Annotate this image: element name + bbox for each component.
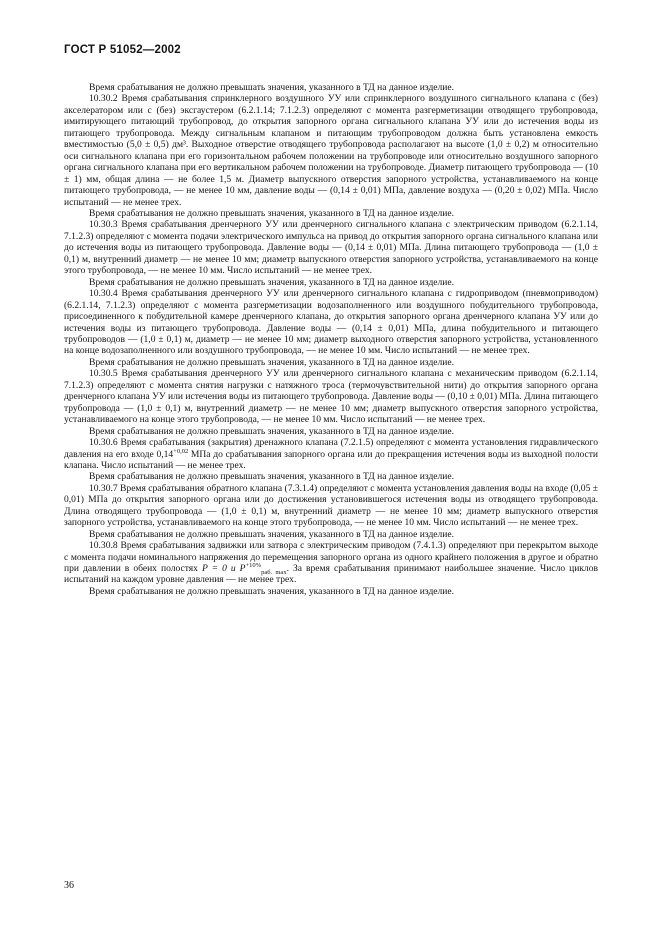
page-number: 36 <box>64 880 74 891</box>
text-segment: МПа до срабатывания запорного органа или до прекращения истечения воды из выходной полости клапана. Число испытаний — не менее трех. <box>64 448 598 471</box>
paragraph-10-30-8 <box>64 540 598 586</box>
paragraph: Время срабатывания не должно превышать значения, указанного в ТД на данное изделие. <box>89 585 455 597</box>
paragraph: Время срабатывания не должно превышать значения, указанного в ТД на данное изделие. <box>89 425 455 437</box>
text-segment: . За время срабатывания принимают наибольшее значение. Число циклов испытаний на каждом уровне давления — не менее трех. <box>64 563 599 586</box>
paragraph: Время срабатывания не должно превышать значения, указанного в ТД на данное изделие. <box>89 276 455 288</box>
tolerance-superscript: +0,02 <box>173 447 189 455</box>
paragraph-10-30-7: 10.30.7 Время срабатывания обратного клапана (7.3.1.4) определяют с момента установления давления воды на входе (0,05 ± 0,01) МПа до открытия запорного органа или до достижения установившегося истечения воды из отводящего трубопровода. Длина отводящего трубопровода — (1,0 ± 0,1) м, внутренний диаметр — не менее 10 мм; диаметр выпускного отверстия запорного устройства, устанавливаемого на конце этого трубопровода, — не менее 10 мм. Число испытаний — не менее трех. <box>64 482 598 529</box>
document-body <box>64 82 598 597</box>
paragraph-10-30-4: 10.30.4 Время срабатывания дренчерного УУ или дренчерного сигнального клапана с гидроприводом (пневмоприводом) (6.2.1.14, 7.1.2.3) определяют с момента разгерметизации водозаполненного или воздушного побудительного трубопровода, присоединенного к побудительной камере дренчерного клапана, до открытия запорного органа дренчерного клапана УУ или до истечения воды из питающего трубопровода. Давление воды — (0,14 ± 0,01) МПа, длина побудительного и питающего трубопроводов — (1,0 ± 0,1) м, диаметр — не менее 10 мм; диаметр выходного отверстия запорного устройства, установленного на конце водозаполненного или воздушного трубопровода, — не менее 10 мм. Число испытаний — не менее трех. <box>64 288 598 357</box>
paragraph: Время срабатывания не должно превышать значения, указанного в ТД на данное изделие. <box>89 82 455 93</box>
paragraph-10-30-2: 10.30.2 Время срабатывания спринклерного воздушного УУ или спринклерного воздушного сигнального клапана с (без) акселератором или с (без) эксгаустером (6.2.1.14; 7.1.2.3) определяют с момента разгерметизации отводящего трубопровода, имитирующего питающий трубопровод, до открытия запорного органа сигнального клапана УУ или до истечения воды из питающего трубопровода. Между сигнальным клапаном и питающим трубопроводом должна быть установлена емкость вместимостью (5,0 ± 0,5) дм³. Выходное отверстие отводящего трубопровода располагают на высоте (1,0 ± 0,2) м относительно оси сигнального клапана при его горизонтальном рабочем положении на трубопроводе или относительно воздушного запорного органа сигнального клапана при его вертикальном рабочем положении на трубопроводе. Диаметр питающего трубопровода — (10 ± 1) мм, общая длина — не более 1,5 м. Диаметр выпускного отверстия запорного устройства, устанавливаемого на конце питающего трубопровода, — не менее 10 мм, давление воды — (0,14 ± 0,01) МПа, давление воздуха — (0,20 ± 0,02) МПа. Число испытаний — не менее трех. <box>64 93 598 208</box>
paragraph-10-30-5: 10.30.5 Время срабатывания дренчерного УУ или дренчерного сигнального клапана с механическим приводом (6.2.1.14, 7.1.2.3) определяют с момента снятия нагрузки с натяжного троса (термочувствительной нити) до открытия запорного органа дренчерного клапана УУ или истечения воды из питающего трубопровода. Давление воды — (0,10 ± 0,01) МПа. Длина питающего трубопровода — (1,0 ± 0,1) м, внутренний диаметр — не менее 10 мм; диаметр выпускного отверстия запорного устройства, устанавливаемого на конце этого трубопровода, — не менее 10 мм. Число испытаний — не менее трех. <box>64 368 598 426</box>
document-header: ГОСТ Р 51052—2002 <box>64 44 181 56</box>
text-segment: 10.30.6 Время срабатывания (закрытия) дренажного клапана (7.2.1.5) определяют с момента установления гидравлического давления на его входе 0,14 <box>64 437 598 460</box>
pressure-subscript: раб. max <box>261 568 287 576</box>
paragraph-10-30-6 <box>64 437 598 471</box>
paragraph: Время срабатывания не должно превышать значения, указанного в ТД на данное изделие. <box>89 207 455 219</box>
paragraph: Время срабатывания не должно превышать значения, указанного в ТД на данное изделие. <box>89 471 455 483</box>
tolerance-superscript: +10% <box>245 561 262 569</box>
paragraph-10-30-3: 10.30.3 Время срабатывания дренчерного УУ или дренчерного сигнального клапана с электрическим приводом (6.2.1.14, 7.1.2.3) определяют с момента подачи электрического импульса на привод до открытия запорного органа сигнального клапана или до истечения воды из питающего трубопровода. Давление воды — (0,14 ± 0,01) МПа. Длина питающего трубопровода — (1,0 ± 0,1) м, внутренний диаметр — не менее 10 мм; диаметр выпускного отверстия запорного устройства, устанавливаемого на конце этого трубопровода, — не менее 10 мм. Число испытаний — не менее трех. <box>64 219 598 277</box>
text-segment: 10.30.8 Время срабатывания задвижки или затвора с электрическим приводом (7.4.1.3) определяют при перекрытом выходе с момента подачи номинального напряжения до перемещения запорного органа из одного крайнего положения в другое и обратно при давлении в обеих полостях <box>64 540 598 575</box>
paragraph: Время срабатывания не должно превышать значения, указанного в ТД на данное изделие. <box>89 356 455 368</box>
pressure-symbol: P = 0 и P <box>201 563 246 575</box>
paragraph: Время срабатывания не должно превышать значения, указанного в ТД на данное изделие. <box>89 528 455 540</box>
